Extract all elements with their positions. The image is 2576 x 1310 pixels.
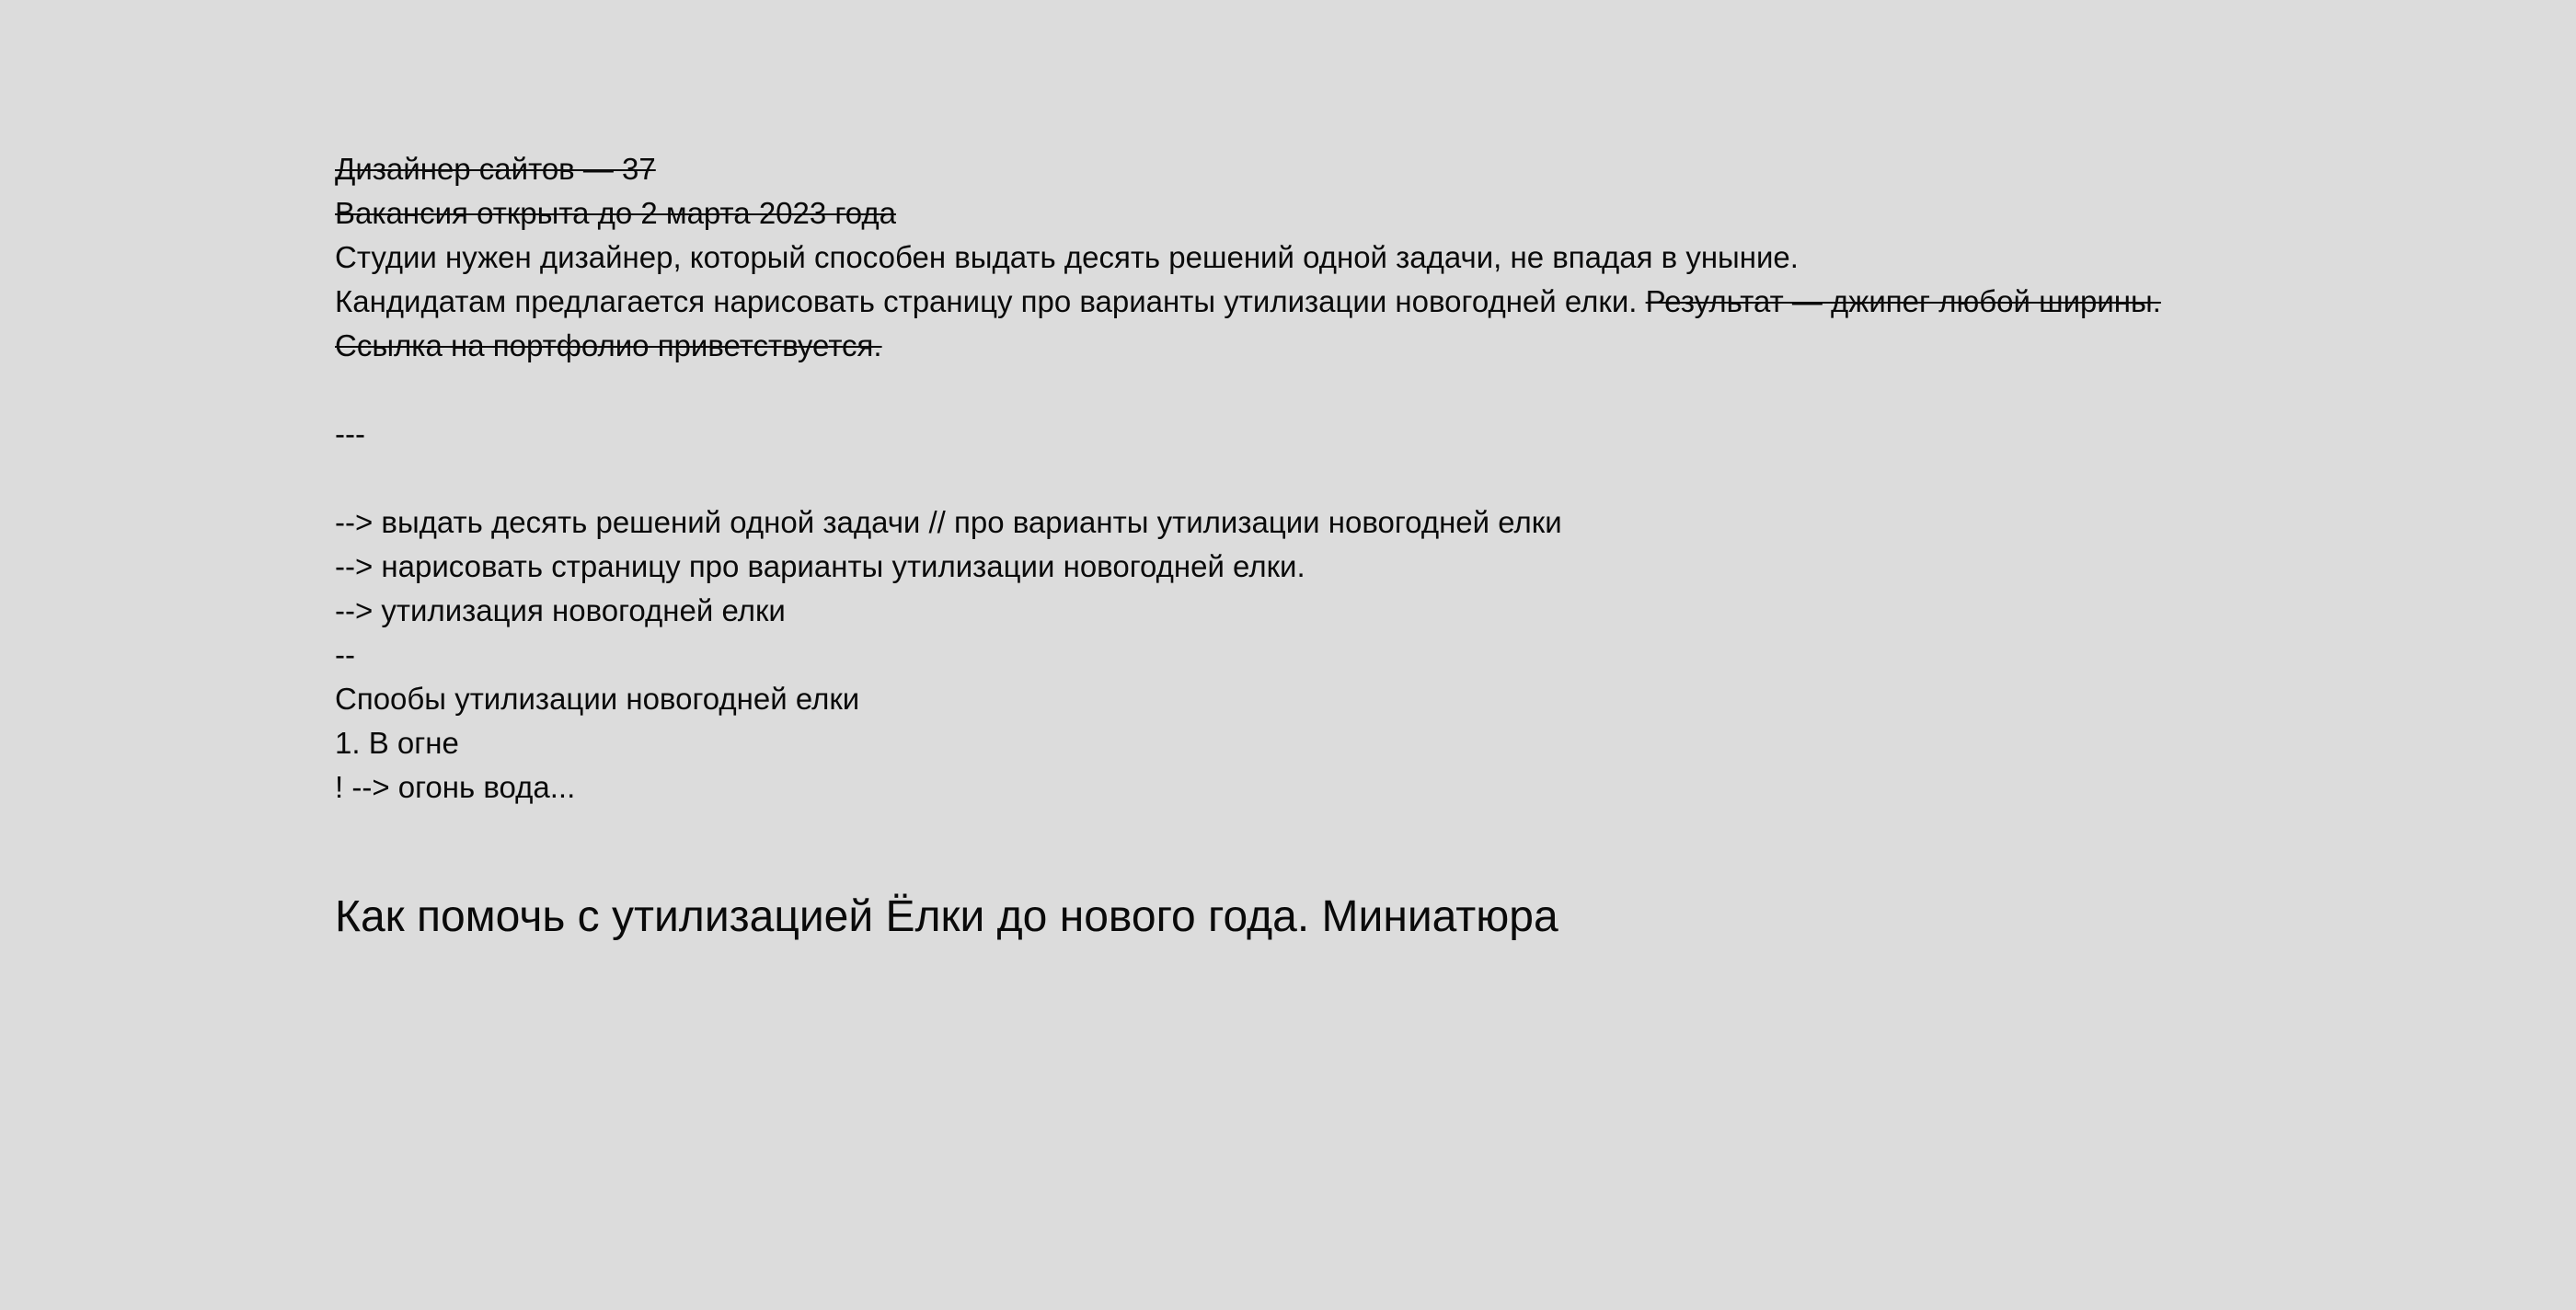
- methods-title: Спообы утилизации новогодней елки: [335, 682, 860, 716]
- brief-title: Дизайнер сайтов — 37: [335, 152, 656, 186]
- brief-result: Результат — джипег любой ширины.: [1645, 284, 2161, 318]
- note-arrow-1: --> выдать десять решений одной задачи // про варианты утилизации новогодней елки: [335, 505, 1562, 539]
- method-1: 1. В огне: [335, 726, 459, 760]
- short-separator: --: [335, 638, 355, 672]
- note-arrow-3: --> утилизация новогодней елки: [335, 593, 786, 627]
- brief-description: Студии нужен дизайнер, который способен выдать десять решений одной задачи, не впадая в уныние.: [335, 240, 1799, 274]
- brief-task: Кандидатам предлагается нарисовать страницу про варианты утилизации новогодней елки.: [335, 284, 1638, 318]
- spacer: [335, 456, 2267, 500]
- separator: ---: [335, 417, 365, 451]
- spacer: [335, 368, 2267, 412]
- brief-task-line: [335, 280, 2267, 324]
- brief-deadline: Вакансия открыта до 2 марта 2023 года: [335, 196, 896, 230]
- brief-portfolio: Ссылка на портфолио приветствуется.: [335, 328, 882, 362]
- page-heading: Как помочь с утилизацией Ёлки до нового года. Миниатюра: [335, 892, 1558, 941]
- document-body: [335, 147, 2267, 810]
- hint-line: ! --> огонь вода...: [335, 770, 576, 804]
- note-arrow-2: --> нарисовать страницу про варианты утилизации новогодней елки.: [335, 549, 1305, 583]
